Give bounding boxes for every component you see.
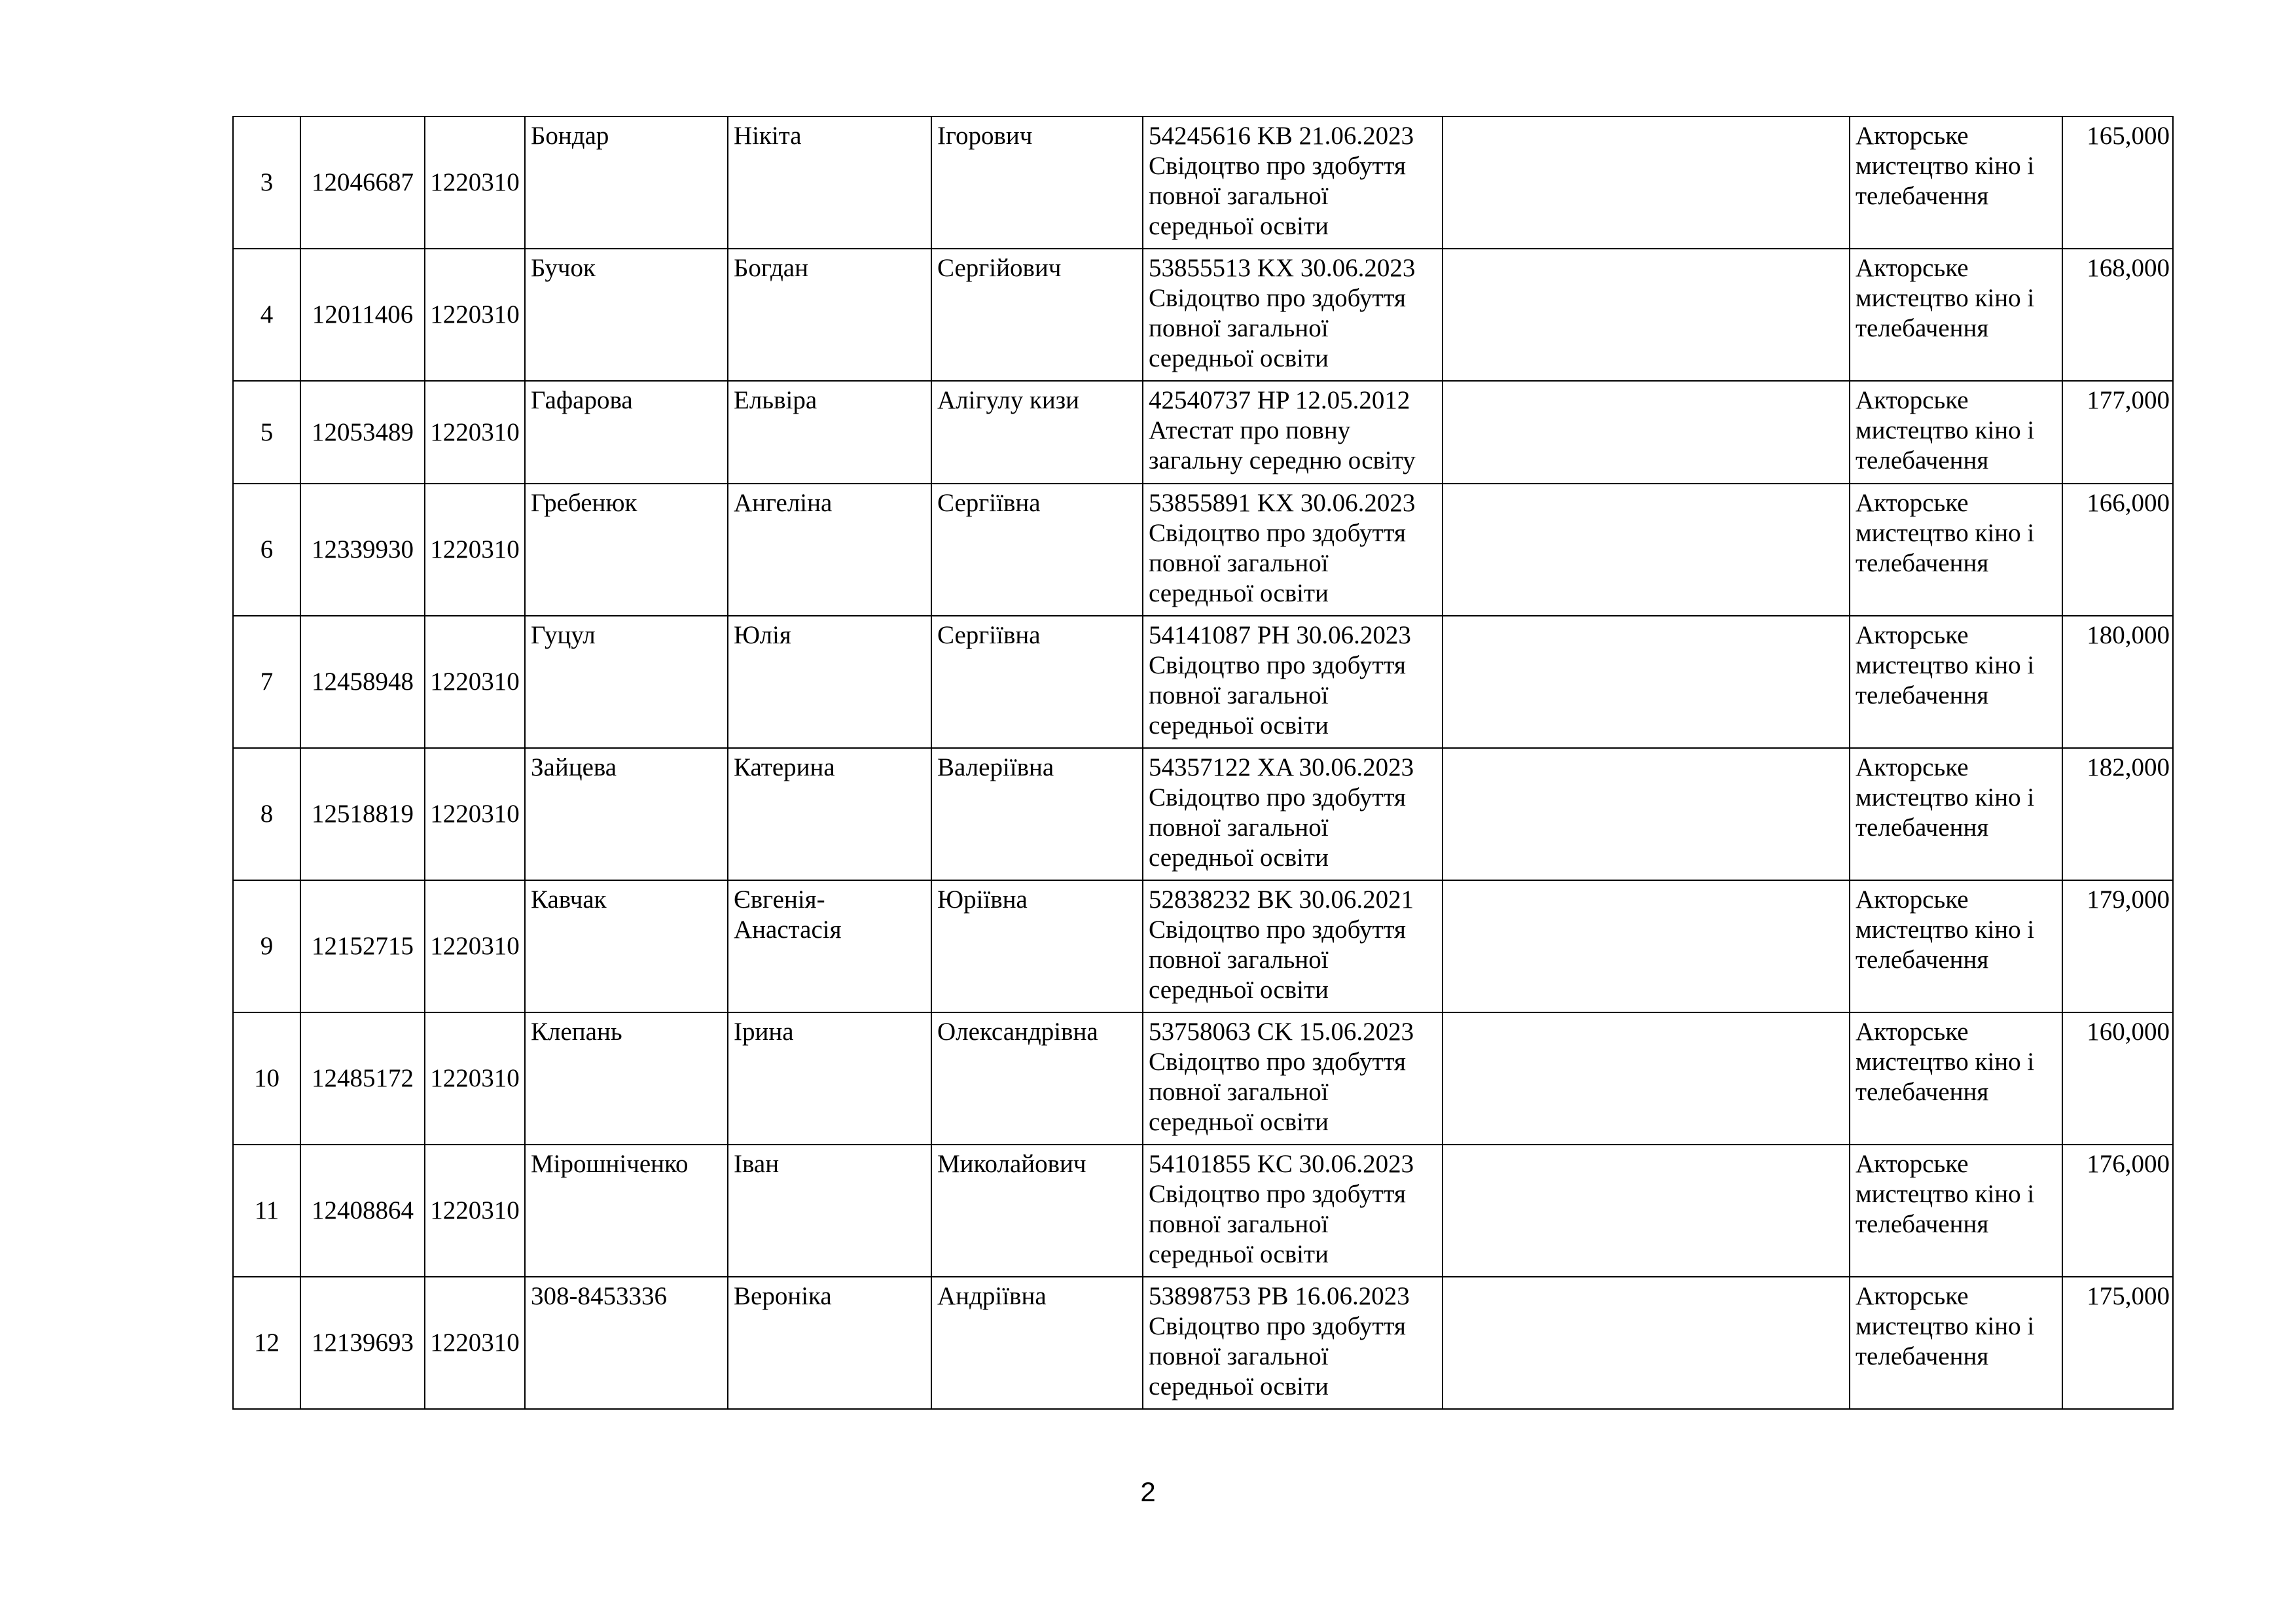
table-row xyxy=(233,616,2173,748)
patronymic-cell: Сергіївна xyxy=(931,484,1143,616)
applicant-id-cell: 12339930 xyxy=(300,484,425,616)
applicant-id-cell: 12485172 xyxy=(300,1012,425,1145)
program-cell: Акторське мистецтво кіно і телебачення xyxy=(1850,1012,2062,1145)
note-cell xyxy=(1443,1277,1850,1409)
table-row xyxy=(233,880,2173,1012)
surname-cell: Бучок xyxy=(525,249,728,381)
first-name-cell: Іван xyxy=(728,1145,931,1277)
note-cell xyxy=(1443,484,1850,616)
row-number-cell: 10 xyxy=(233,1012,300,1145)
applicant-id-cell: 12046687 xyxy=(300,116,425,249)
table-row xyxy=(233,381,2173,484)
program-cell: Акторське мистецтво кіно і телебачення xyxy=(1850,748,2062,880)
note-cell xyxy=(1443,116,1850,249)
score-cell: 177,000 xyxy=(2062,381,2173,484)
program-cell: Акторське мистецтво кіно і телебачення xyxy=(1850,616,2062,748)
table-row xyxy=(233,116,2173,249)
score-cell: 176,000 xyxy=(2062,1145,2173,1277)
table-row xyxy=(233,1145,2173,1277)
education-document-cell: 54357122 XA 30.06.2023 Свідоцтво про здобуття повної загальної середньої освіти xyxy=(1143,748,1443,880)
surname-cell: Бондар xyxy=(525,116,728,249)
surname-cell: Кавчак xyxy=(525,880,728,1012)
education-document-cell: 54245616 KB 21.06.2023 Свідоцтво про здобуття повної загальної середньої освіти xyxy=(1143,116,1443,249)
applicant-id-cell: 12152715 xyxy=(300,880,425,1012)
surname-cell: Гафарова xyxy=(525,381,728,484)
note-cell xyxy=(1443,616,1850,748)
score-cell: 175,000 xyxy=(2062,1277,2173,1409)
page-number: 2 xyxy=(1140,1476,1156,1507)
education-document-cell: 53758063 CK 15.06.2023 Свідоцтво про здобуття повної загальної середньої освіти xyxy=(1143,1012,1443,1145)
score-cell: 165,000 xyxy=(2062,116,2173,249)
first-name-cell: Ельвіра xyxy=(728,381,931,484)
applicant-id-cell: 12518819 xyxy=(300,748,425,880)
first-name-cell: Богдан xyxy=(728,249,931,381)
surname-cell: Мірошніченко xyxy=(525,1145,728,1277)
specialty-code-cell: 1220310 xyxy=(425,616,525,748)
patronymic-cell: Олександрівна xyxy=(931,1012,1143,1145)
surname-cell: Зайцева xyxy=(525,748,728,880)
specialty-code-cell: 1220310 xyxy=(425,484,525,616)
surname-cell: Гребенюк xyxy=(525,484,728,616)
applicants-table-body xyxy=(233,116,2173,1409)
table-row xyxy=(233,249,2173,381)
specialty-code-cell: 1220310 xyxy=(425,116,525,249)
applicant-id-cell: 12408864 xyxy=(300,1145,425,1277)
table-row xyxy=(233,1277,2173,1409)
program-cell: Акторське мистецтво кіно і телебачення xyxy=(1850,880,2062,1012)
specialty-code-cell: 1220310 xyxy=(425,1145,525,1277)
specialty-code-cell: 1220310 xyxy=(425,1277,525,1409)
program-cell: Акторське мистецтво кіно і телебачення xyxy=(1850,1277,2062,1409)
row-number-cell: 3 xyxy=(233,116,300,249)
applicant-id-cell: 12458948 xyxy=(300,616,425,748)
note-cell xyxy=(1443,1145,1850,1277)
specialty-code-cell: 1220310 xyxy=(425,880,525,1012)
note-cell xyxy=(1443,748,1850,880)
patronymic-cell: Миколайович xyxy=(931,1145,1143,1277)
row-number-cell: 9 xyxy=(233,880,300,1012)
program-cell: Акторське мистецтво кіно і телебачення xyxy=(1850,116,2062,249)
surname-cell: Клепань xyxy=(525,1012,728,1145)
note-cell xyxy=(1443,880,1850,1012)
education-document-cell: 53855513 KX 30.06.2023 Свідоцтво про здобуття повної загальної середньої освіти xyxy=(1143,249,1443,381)
note-cell xyxy=(1443,249,1850,381)
patronymic-cell: Сергійович xyxy=(931,249,1143,381)
surname-cell: 308-8453336 xyxy=(525,1277,728,1409)
score-cell: 179,000 xyxy=(2062,880,2173,1012)
patronymic-cell: Ігорович xyxy=(931,116,1143,249)
row-number-cell: 6 xyxy=(233,484,300,616)
patronymic-cell: Андріївна xyxy=(931,1277,1143,1409)
education-document-cell: 52838232 BK 30.06.2021 Свідоцтво про здобуття повної загальної середньої освіти xyxy=(1143,880,1443,1012)
row-number-cell: 8 xyxy=(233,748,300,880)
score-cell: 180,000 xyxy=(2062,616,2173,748)
education-document-cell: 54101855 KC 30.06.2023 Свідоцтво про здобуття повної загальної середньої освіти xyxy=(1143,1145,1443,1277)
program-cell: Акторське мистецтво кіно і телебачення xyxy=(1850,381,2062,484)
table-row xyxy=(233,1012,2173,1145)
row-number-cell: 7 xyxy=(233,616,300,748)
specialty-code-cell: 1220310 xyxy=(425,381,525,484)
program-cell: Акторське мистецтво кіно і телебачення xyxy=(1850,484,2062,616)
specialty-code-cell: 1220310 xyxy=(425,249,525,381)
patronymic-cell: Юріївна xyxy=(931,880,1143,1012)
patronymic-cell: Валеріївна xyxy=(931,748,1143,880)
score-cell: 166,000 xyxy=(2062,484,2173,616)
education-document-cell: 54141087 PH 30.06.2023 Свідоцтво про здобуття повної загальної середньої освіти xyxy=(1143,616,1443,748)
specialty-code-cell: 1220310 xyxy=(425,748,525,880)
score-cell: 160,000 xyxy=(2062,1012,2173,1145)
score-cell: 168,000 xyxy=(2062,249,2173,381)
row-number-cell: 12 xyxy=(233,1277,300,1409)
education-document-cell: 53898753 PB 16.06.2023 Свідоцтво про здобуття повної загальної середньої освіти xyxy=(1143,1277,1443,1409)
note-cell xyxy=(1443,1012,1850,1145)
education-document-cell: 42540737 HP 12.05.2012 Атестат про повну загальну середню освіту xyxy=(1143,381,1443,484)
patronymic-cell: Алігулу кизи xyxy=(931,381,1143,484)
row-number-cell: 4 xyxy=(233,249,300,381)
applicant-id-cell: 12139693 xyxy=(300,1277,425,1409)
first-name-cell: Ірина xyxy=(728,1012,931,1145)
row-number-cell: 11 xyxy=(233,1145,300,1277)
first-name-cell: Євгенія-Анастасія xyxy=(728,880,931,1012)
applicant-id-cell: 12011406 xyxy=(300,249,425,381)
note-cell xyxy=(1443,381,1850,484)
surname-cell: Гуцул xyxy=(525,616,728,748)
first-name-cell: Вероніка xyxy=(728,1277,931,1409)
first-name-cell: Юлія xyxy=(728,616,931,748)
specialty-code-cell: 1220310 xyxy=(425,1012,525,1145)
first-name-cell: Катерина xyxy=(728,748,931,880)
score-cell: 182,000 xyxy=(2062,748,2173,880)
table-row xyxy=(233,748,2173,880)
program-cell: Акторське мистецтво кіно і телебачення xyxy=(1850,1145,2062,1277)
education-document-cell: 53855891 KX 30.06.2023 Свідоцтво про здобуття повної загальної середньої освіти xyxy=(1143,484,1443,616)
patronymic-cell: Сергіївна xyxy=(931,616,1143,748)
first-name-cell: Ангеліна xyxy=(728,484,931,616)
first-name-cell: Нікіта xyxy=(728,116,931,249)
table-row xyxy=(233,484,2173,616)
applicants-table xyxy=(232,116,2174,1410)
program-cell: Акторське мистецтво кіно і телебачення xyxy=(1850,249,2062,381)
row-number-cell: 5 xyxy=(233,381,300,484)
applicant-id-cell: 12053489 xyxy=(300,381,425,484)
